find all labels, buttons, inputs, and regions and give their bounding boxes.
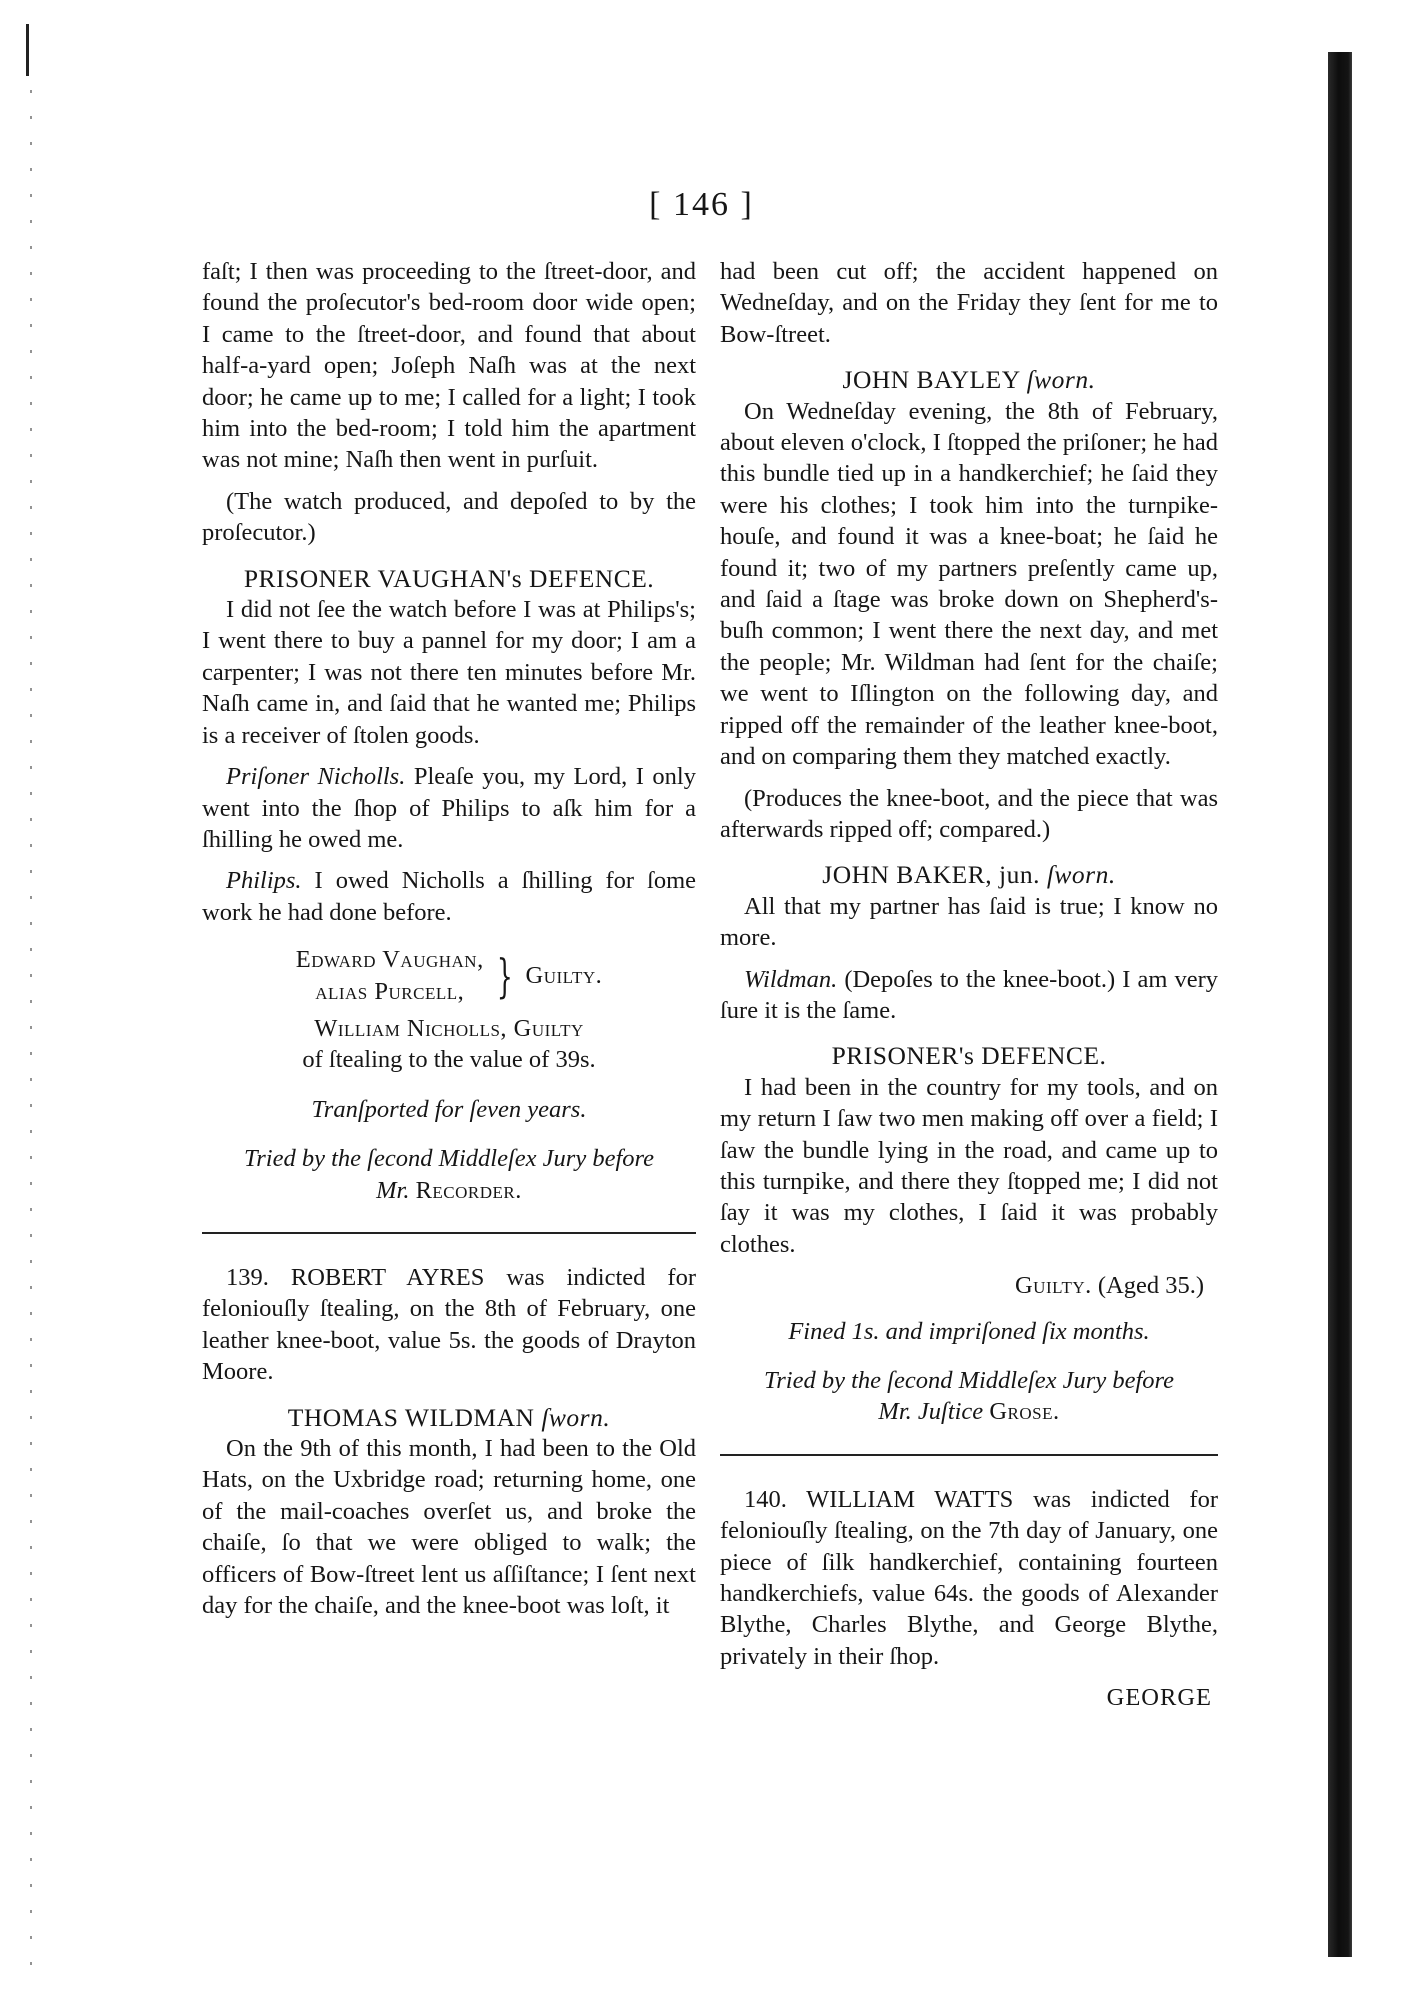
- speaker-name: Priſoner Nicholls.: [226, 763, 406, 791]
- witness-name: THOMAS WILDMAN: [287, 1402, 542, 1432]
- witness-heading: [720, 364, 1218, 395]
- verdict-text: Guilty.: [525, 961, 603, 989]
- page-number: [ 146 ]: [649, 186, 754, 223]
- witness-name: JOHN BAYLEY: [842, 365, 1027, 395]
- defendant-name: Edward Vaughan,: [295, 946, 484, 974]
- paragraph: On the 9th of this month, I had been to the Old Hats, on the Uxbridge road; returning home, one of the mail-coaches overſet us, and broke the chaiſe, ſo that we were obliged to walk; the officers of Bow-ſtreet lent us aſſiſtance; I ſent next day for the chaiſe, and the knee-boot was loſt, it: [202, 1435, 696, 1620]
- speaker-text: I owed Nicholls a ſhilling for ſome work he had done before.: [202, 867, 696, 926]
- speaker-name: Philips.: [226, 867, 302, 895]
- paragraph: 140. WILLIAM WATTS was indicted for feloniouſly ſtealing, on the 7th day of January, one piece of ſilk handkerchief, containing fourteen handkerchiefs, value 64s. the goods of Alexander Blythe, Charles Blythe, and George Blythe, privately in their ſhop.: [720, 1485, 1218, 1670]
- witness-name: JOHN BAKER, jun.: [822, 860, 1047, 890]
- witness-heading: [202, 1402, 696, 1433]
- paragraph: I did not ſee the watch before I was at Philips's; I went there to buy a pannel for my door; I am a carpenter; I was not there ten minutes before Mr. Naſh came in, and ſaid that he wanted me; Philips is a receiver of ſtolen goods.: [202, 596, 696, 749]
- judge-name: Recorder.: [415, 1176, 522, 1204]
- judge-prefix: Mr.: [376, 1176, 416, 1204]
- verdict-line: [720, 1270, 1218, 1301]
- section-divider: [720, 1454, 1218, 1456]
- defendant-names: [296, 944, 484, 1007]
- scan-margin-specks: [30, 90, 32, 1970]
- verdict-text: Guilty.: [1014, 1272, 1092, 1300]
- paragraph: (Produces the knee-boot, and the piece that was afterwards ripped off; compared.): [720, 784, 1218, 843]
- trial-note-text: Tried by the ſecond Middleſex Jury before: [243, 1145, 655, 1173]
- verdict-brace-group: [202, 944, 696, 1007]
- judge-line: [202, 1175, 696, 1206]
- sworn-label: ſworn.: [1026, 365, 1096, 395]
- trial-note: [720, 1365, 1218, 1428]
- judge-name: Grose.: [989, 1398, 1060, 1426]
- sentence-line: Tranſported for ſeven years.: [311, 1095, 587, 1123]
- paragraph: (The watch produced, and depoſed to by the proſecutor.): [202, 487, 696, 547]
- judge-line: [720, 1396, 1218, 1427]
- trial-note-text: Tried by the ſecond Middleſex Jury before: [763, 1367, 1175, 1394]
- defendant-alias: alias Purcell,: [315, 977, 465, 1005]
- sworn-label: ſworn.: [1046, 860, 1116, 890]
- paragraph: faſt; I then was proceeding to the ſtreet-door, and found the proſecutor's bed-room door wide open; I came to the ſtreet-door, and found that about half-a-yard open; Joſeph Naſh was at the next door; he came up to me; I called for a light; I took him into the bed-room; I told him the apartment was not mine; Naſh then went in purſuit.: [202, 258, 696, 474]
- age-text: (Aged 35.): [1097, 1272, 1204, 1300]
- paragraph: I had been in the country for my tools, and on my return I ſaw two men making off over a field; I ſaw the bundle lying in the road, and came up to this turnpike, and there they ſtopped me; I did not ſay it was my clothes, I ſaid it was probably clothes.: [720, 1073, 1218, 1258]
- speaker-text: Pleaſe you, my Lord, I only went into the ſhop of Philips to aſk him for a ſhilling he owed me.: [202, 763, 696, 853]
- paragraph: had been cut off; the accident happened on Wedneſday, and on the Friday they ſent for me to Bow-ſtreet.: [720, 258, 1218, 348]
- scan-binding-shadow: [1328, 52, 1352, 1957]
- judge-prefix: Mr. Juſtice: [878, 1398, 990, 1426]
- right-column: [720, 256, 1218, 1714]
- section-heading: PRISONER VAUGHAN's DEFENCE.: [243, 563, 655, 593]
- catchword: GEORGE: [1106, 1684, 1212, 1712]
- verdict-detail: of ſtealing to the value of 39s.: [302, 1046, 596, 1074]
- speaker-paragraph: [202, 865, 696, 928]
- trial-note: [202, 1143, 696, 1206]
- paragraph: 139. ROBERT AYRES was indicted for feloniouſly ſtealing, on the 8th of February, one leather knee-boot, value 5s. the goods of Drayton Moore.: [202, 1263, 696, 1386]
- section-divider: [202, 1232, 696, 1234]
- speaker-text: (Depoſes to the knee-boot.) I am very ſure it is the ſame.: [720, 965, 1218, 1024]
- scan-edge-left: [26, 24, 29, 76]
- sworn-label: ſworn.: [541, 1402, 611, 1432]
- defendant-verdict: William Nicholls, Guilty: [314, 1014, 584, 1042]
- paragraph: All that my partner has ſaid is true; I know no more.: [720, 892, 1218, 952]
- brace-icon: }: [496, 948, 513, 1003]
- witness-heading: [720, 859, 1218, 890]
- speaker-paragraph: [720, 964, 1218, 1027]
- speaker-name: Wildman.: [744, 965, 838, 993]
- paragraph: On Wedneſday evening, the 8th of February, about eleven o'clock, I ſtopped the priſoner; he had this bundle tied up in a handkerchief; he ſaid they were his clothes; I took him into the turnpike-houſe, and found it was a knee-boat; he ſaid he found it; two of my partners preſently came up, and ſaid a ſtage was broke down on Shepherd's-buſh common; I went there the next day, and met the people; Mr. Wildman had ſent for the chaiſe; we went to Iſlington on the following day, and ripped off the remainder of the leather knee-boot, and on comparing them they matched exactly.: [720, 397, 1218, 771]
- left-column: [202, 256, 696, 1631]
- speaker-paragraph: [202, 761, 696, 855]
- section-heading: PRISONER's DEFENCE.: [831, 1041, 1107, 1071]
- sentence-line: Fined 1s. and impriſoned ſix months.: [788, 1317, 1150, 1345]
